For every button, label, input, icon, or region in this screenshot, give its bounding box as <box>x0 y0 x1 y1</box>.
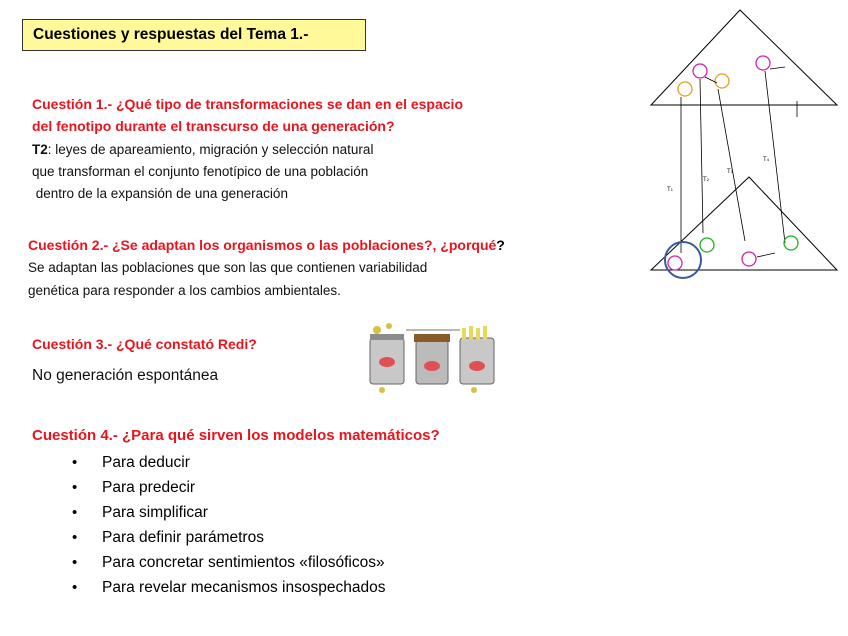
answer-1-line-2: que transforman el conjunto fenotípico de una población <box>32 164 369 179</box>
phenotype-space-diagram <box>645 5 845 285</box>
list-item: • Para predecir <box>72 475 385 500</box>
label-t3: T₃ <box>727 168 734 175</box>
answer-1-line-1 <box>32 139 373 161</box>
list-item: • Para definir parámetros <box>72 525 385 550</box>
label-t4: T₄ <box>763 156 770 163</box>
question-3: Cuestión 3.- ¿Qué constató Redi? <box>32 336 257 352</box>
redi-experiment-illustration <box>362 320 502 396</box>
list-item: • Para deducir <box>72 450 385 475</box>
answer-2-line-1: Se adaptan las poblaciones que son las que contienen variabilidad <box>28 260 428 275</box>
highlight-circle <box>665 242 701 278</box>
list-item: • Para concretar sentimientos «filosóficos» <box>72 550 385 575</box>
list-item: • Para revelar mecanismos insospechados <box>72 575 385 600</box>
top-triangle <box>651 10 837 105</box>
models-purpose-list <box>72 450 385 600</box>
answer-3: No generación espontánea <box>32 367 219 384</box>
answer-1-text: : leyes de apareamiento, migración y selección natural <box>47 142 374 157</box>
list-item: • Para simplificar <box>72 500 385 525</box>
question-4: Cuestión 4.- ¿Para qué sirven los modelos matemáticos? <box>32 427 440 444</box>
label-t1: T₁ <box>667 186 674 193</box>
page-title: Cuestiones y respuestas del Tema 1.- <box>22 19 366 51</box>
question-1-line-2: del fenotipo durante el transcurso de una generación? <box>32 118 395 134</box>
answer-1-label: T2 <box>32 142 48 157</box>
question-2 <box>28 234 505 256</box>
question-2-end: ? <box>496 237 505 253</box>
label-t2: T₂ <box>703 176 710 183</box>
answer-2-line-2: genética para responder a los cambios ambientales. <box>28 283 341 298</box>
question-2-text: Cuestión 2.- ¿Se adaptan los organismos o las poblaciones?, ¿porqué <box>28 237 497 253</box>
bottom-triangle <box>651 177 837 270</box>
question-1-line-1: Cuestión 1.- ¿Qué tipo de transformaciones se dan en el espacio <box>32 96 463 112</box>
answer-1-line-3: dentro de la expansión de una generación <box>32 186 288 201</box>
